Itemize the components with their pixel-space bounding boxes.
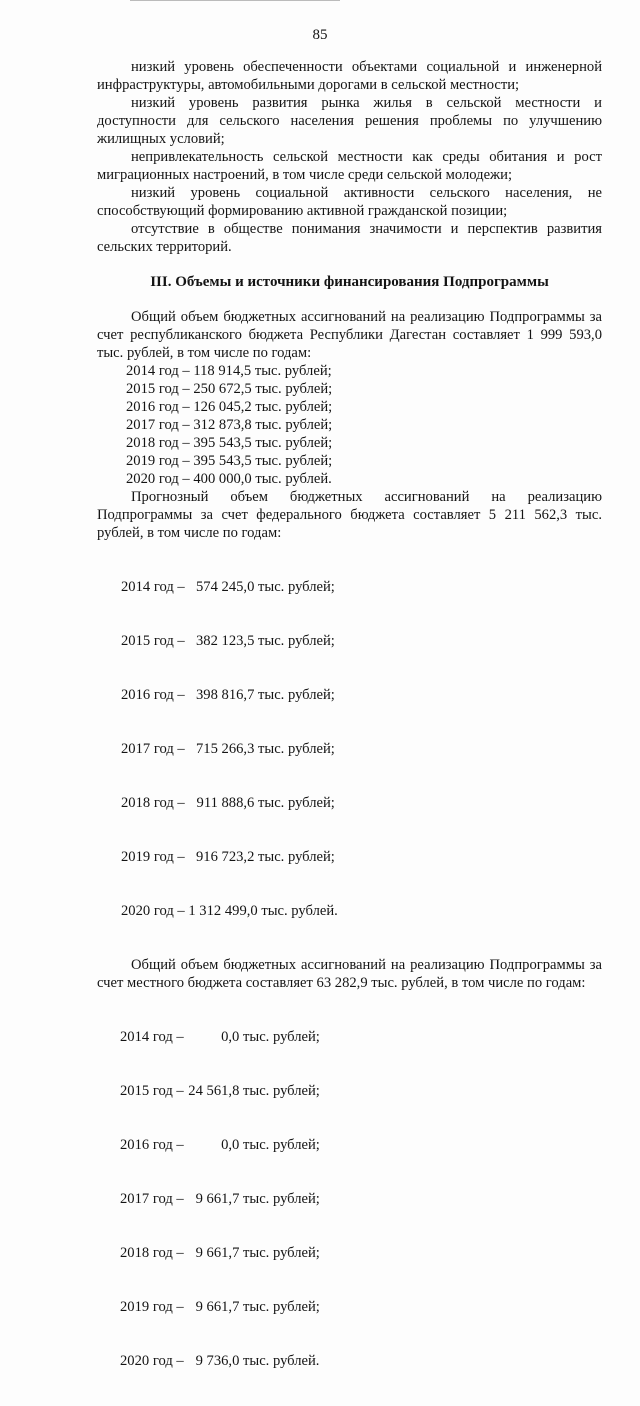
local-budget-block [97,956,602,1406]
republic-year-row: 2018 год – 395 543,5 тыс. рублей; [126,435,333,451]
intro-paragraph: отсутствие в обществе понимания значимости и перспектив развития сельских территорий. [97,221,602,255]
year-amount: 9 661,7 [195,1299,240,1315]
local-year-list [120,992,602,1406]
local-year-row [120,1352,602,1370]
year-label: 2019 год – [120,1299,188,1315]
year-unit: тыс. рублей; [254,795,335,811]
year-amount: 398 816,7 [195,687,255,703]
local-year-row [120,1190,602,1208]
local-year-row [120,1082,602,1100]
republic-year-row: 2017 год – 312 873,8 тыс. рублей; [126,417,333,433]
year-unit: тыс. рублей; [239,1299,320,1315]
republic-year-row: 2016 год – 126 045,2 тыс. рублей; [126,399,333,415]
federal-year-row [121,794,602,812]
republic-year-row: 2014 год – 118 914,5 тыс. рублей; [126,363,332,379]
republic-year-row: 2019 год – 395 543,5 тыс. рублей; [126,453,333,469]
year-label: 2015 год – [120,1083,188,1099]
republic-budget-block [97,308,602,488]
year-unit: тыс. рублей; [254,687,335,703]
year-amount: 1 312 499,0 [188,903,258,919]
year-label: 2020 год – [121,903,189,919]
year-unit: тыс. рублей; [239,1245,320,1261]
year-label: 2017 год – [121,741,189,757]
year-label: 2014 год – [120,1029,188,1045]
federal-year-row [121,686,602,704]
year-amount: 9 661,7 [195,1245,240,1261]
year-unit: тыс. рублей; [254,849,335,865]
year-label: 2016 год – [121,687,189,703]
federal-year-row [121,632,602,650]
federal-year-row [121,848,602,866]
year-amount: 382 123,5 [195,633,255,649]
year-unit: тыс. рублей; [239,1083,320,1099]
year-unit: тыс. рублей; [254,633,335,649]
year-amount: 0,0 [221,1137,240,1153]
year-unit: тыс. рублей; [254,579,335,595]
year-amount: 916 723,2 [195,849,255,865]
year-unit: тыс. рублей; [239,1191,320,1207]
federal-year-list [121,542,602,956]
year-label: 2019 год – [121,849,189,865]
year-unit: тыс. рублей; [254,741,335,757]
year-amount: 0,0 [221,1029,240,1045]
local-year-row [120,1298,602,1316]
page-number: 85 [312,27,328,43]
federal-budget-text: Прогнозный объем бюджетных ассигнований на реализацию Подпрограммы за счет федерального бюджета составляет 5 211 562,3 тыс. рублей, в том числе по годам: [97,489,602,541]
year-label: 2018 год – [120,1245,188,1261]
year-unit: тыс. рублей; [239,1029,320,1045]
intro-list [97,58,602,256]
year-amount: 9 661,7 [195,1191,240,1207]
local-year-row [120,1244,602,1262]
year-amount: 574 245,0 [195,579,255,595]
year-amount: 715 266,3 [195,741,255,757]
federal-year-row [121,578,602,596]
year-label: 2015 год – [121,633,189,649]
section-heading: III. Объемы и источники финансирования Подпрограммы [150,274,549,290]
intro-paragraph: низкий уровень обеспеченности объектами социальной и инженерной инфраструктуры, автомобильными дорогами в сельской местности; [97,59,602,93]
scan-edge-mark [130,0,340,4]
federal-year-row [121,740,602,758]
document-body [97,58,602,1406]
local-budget-text: Общий объем бюджетных ассигнований на реализацию Подпрограммы за счет местного бюджета составляет 63 282,9 тыс. рублей, в том числе по годам: [97,957,602,991]
republic-budget-text: Общий объем бюджетных ассигнований на реализацию Подпрограммы за счет республиканского бюджета Республики Дагестан составляет 1 999 593,0 тыс. рублей, в том числе по годам: [97,309,602,361]
local-year-row [120,1136,602,1154]
intro-paragraph: низкий уровень развития рынка жилья в сельской местности и доступности для сельского населения решения проблемы по улучшению жилищных условий; [97,95,602,147]
year-label: 2018 год – [121,795,189,811]
intro-paragraph: непривлекательность сельской местности как среды обитания и рост миграционных настроений, в том числе среди сельской молодежи; [97,149,602,183]
year-amount: 911 888,6 [196,795,255,811]
year-amount: 9 736,0 [195,1353,240,1369]
year-unit: тыс. рублей. [239,1353,320,1369]
year-unit: тыс. рублей; [239,1137,320,1153]
year-label: 2014 год – [121,579,189,595]
intro-paragraph: низкий уровень социальной активности сельского населения, не способствующий формированию активной гражданской позиции; [97,185,602,219]
year-label: 2016 год – [120,1137,188,1153]
republic-year-row: 2015 год – 250 672,5 тыс. рублей; [126,381,333,397]
republic-year-row: 2020 год – 400 000,0 тыс. рублей. [126,471,332,487]
year-amount: 24 561,8 [188,1083,240,1099]
year-unit: тыс. рублей. [257,903,338,919]
year-label: 2020 год – [120,1353,188,1369]
federal-budget-block [97,488,602,956]
local-year-row [120,1028,602,1046]
year-label: 2017 год – [120,1191,188,1207]
